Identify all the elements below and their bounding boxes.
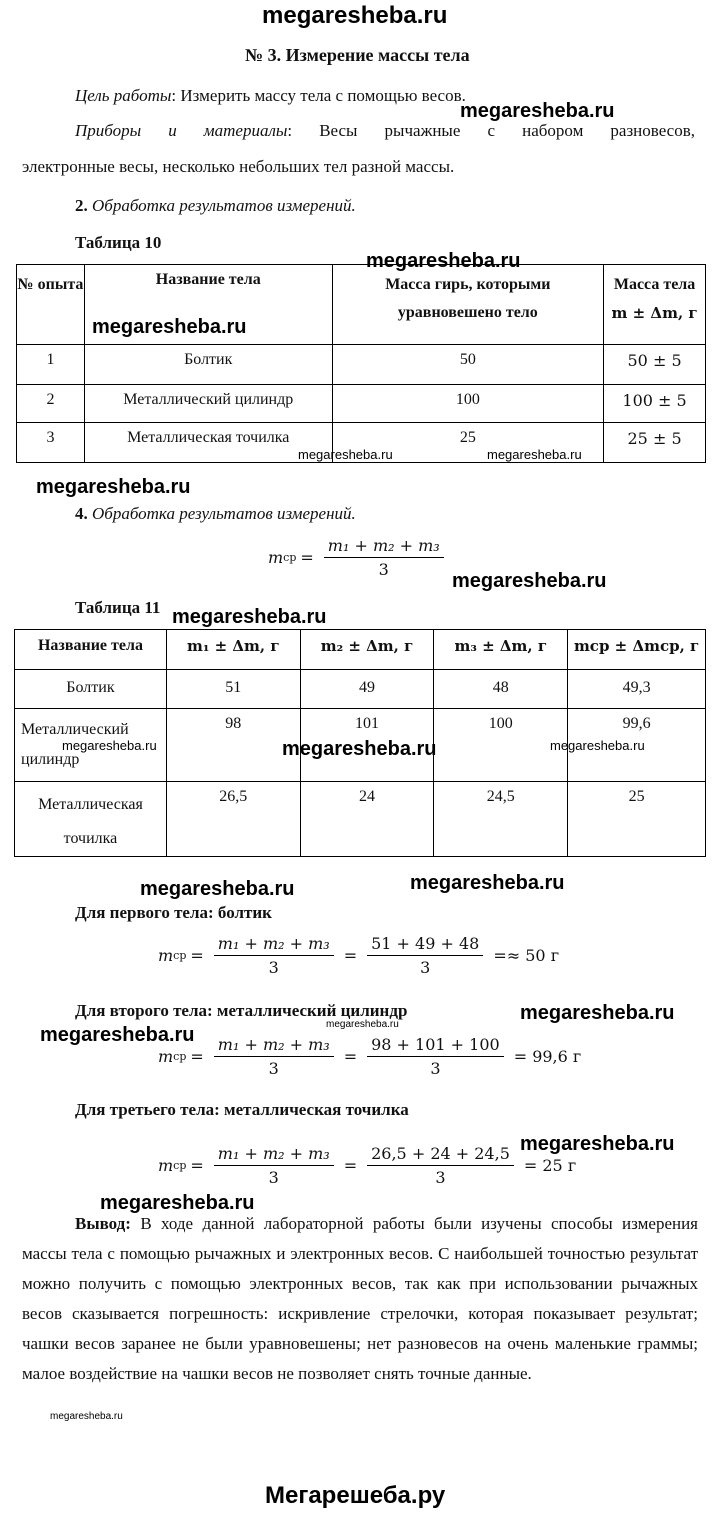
- table-row: [17, 345, 706, 385]
- cell-m1: 26,5: [166, 782, 300, 857]
- cell-name: Металлический цилиндр: [15, 709, 167, 782]
- table11-title: Таблица 11: [75, 598, 161, 617]
- formula-num: m₁ + m₂ + m₃: [214, 934, 334, 956]
- formula-result: = 25 г: [523, 1156, 577, 1175]
- cell-n: 2: [17, 385, 85, 423]
- section4-label: Обработка результатов измерений.: [92, 504, 356, 523]
- watermark: megaresheba.ru: [36, 476, 191, 498]
- col-number: № опыта: [17, 265, 85, 345]
- col-name: Название тела: [84, 265, 332, 345]
- watermark: megaresheba.ru: [282, 738, 437, 760]
- watermark: megaresheba.ru: [100, 1192, 255, 1214]
- calc-2-title: Для второго тела: металлический цилиндр: [75, 1001, 408, 1020]
- watermark: megaresheba.ru: [487, 447, 582, 462]
- formula-sub: ср: [173, 949, 187, 962]
- watermark: megaresheba.ru: [50, 1411, 123, 1422]
- cell-mass: 25: [332, 423, 604, 463]
- cell-result: 50 ± 5: [604, 345, 706, 385]
- watermark: megaresheba.ru: [520, 1133, 675, 1155]
- calc-1-title: Для первого тела: болтик: [75, 903, 272, 922]
- cell-m3: 24,5: [434, 782, 568, 857]
- footer-watermark: Мегарешеба.ру: [265, 1482, 446, 1509]
- section4-heading: [75, 504, 356, 524]
- col-mass: [604, 265, 706, 345]
- watermark: megaresheba.ru: [62, 738, 157, 753]
- formula-num-values: 51 + 49 + 48: [367, 934, 483, 956]
- formula-lhs: m: [158, 946, 174, 965]
- cell-name: Металлический цилиндр: [84, 385, 332, 423]
- formula-sub: ср: [283, 551, 297, 564]
- conclusion-text: В ходе данной лабораторной работы были изучены способы измерения массы тела с помощью рычажных и электронных весов. С наибольшей точностью результат можно получить с помощью электронных весов, так как при использовании рычажных весов сказывается погрешность: искривление стрелочки, которая показывает результат; чашки весов заранее не были уравновешены; нет разновесов на очень маленькие граммы; малое воздействие на чашки весов не позволяет снять точные данные.: [22, 1214, 698, 1383]
- page-title: № 3. Измерение массы тела: [245, 45, 470, 65]
- watermark: megaresheba.ru: [326, 1019, 399, 1030]
- col-mean: mср ± Δmср, г: [568, 630, 706, 670]
- cell-m3: 100: [434, 709, 568, 782]
- formula-lhs: m: [268, 548, 284, 567]
- section2-heading: [75, 196, 356, 216]
- cell-mean: 25: [568, 782, 706, 857]
- formula-lhs: m: [158, 1156, 174, 1175]
- formula-den: 3: [378, 560, 389, 579]
- formula-sub: ср: [173, 1159, 187, 1172]
- cell-m1: 51: [166, 670, 300, 709]
- watermark: megaresheba.ru: [452, 570, 607, 592]
- header-watermark: megaresheba.ru: [262, 2, 448, 29]
- watermark: megaresheba.ru: [92, 316, 247, 338]
- formula-den: 3: [268, 1168, 279, 1187]
- cell-mass: 50: [332, 345, 604, 385]
- calc-2-formula: m ср = $\frac{\text{m₁ + m₂ + m₃}}{3}$ = $\frac{98 + 101 + 100}{3}$ = 99,6 г: [158, 1035, 582, 1078]
- col-mass-label: Масса тела: [613, 276, 696, 293]
- watermark: megaresheba.ru: [550, 738, 645, 753]
- col-m3: m₃ ± Δm, г: [434, 630, 568, 670]
- watermark: megaresheba.ru: [366, 250, 521, 272]
- materials-line-2: электронные весы, несколько небольших тел разной массы.: [22, 157, 455, 176]
- mean-formula: m ср = $\frac{\text{m₁ + m₂ + m₃}}{3}$: [268, 536, 450, 579]
- cell-result: 100 ± 5: [604, 385, 706, 423]
- goal-label: Цель работы: [75, 86, 172, 105]
- cell-n: 3: [17, 423, 85, 463]
- cell-mean: 49,3: [568, 670, 706, 709]
- col-weights: Масса гирь, которыми уравновешено тело: [332, 265, 604, 345]
- formula-den-values: 3: [430, 1059, 441, 1078]
- watermark: megaresheba.ru: [410, 872, 565, 894]
- table-header-row: [15, 630, 706, 670]
- calc-3-formula: m ср = $\frac{\text{m₁ + m₂ + m₃}}{3}$ = $\frac{26,5 + 24 + 24,5}{3}$ = 25 г: [158, 1144, 577, 1187]
- cell-m2: 24: [300, 782, 434, 857]
- formula-sub: ср: [173, 1050, 187, 1063]
- table-row: [17, 385, 706, 423]
- formula-den-values: 3: [420, 958, 431, 977]
- formula-result: =≈ 50 г: [493, 946, 560, 965]
- cell-name: Металлическая точилка: [84, 423, 332, 463]
- col-name: Название тела: [15, 630, 167, 670]
- formula-result: = 99,6 г: [513, 1047, 582, 1066]
- formula-num-values: 26,5 + 24 + 24,5: [367, 1144, 514, 1166]
- materials-text: : Весы рычажные с набором разновесов,: [287, 121, 695, 140]
- formula-den-values: 3: [435, 1168, 446, 1187]
- watermark: megaresheba.ru: [40, 1024, 195, 1046]
- goal-text: : Измерить массу тела с помощью весов.: [171, 86, 466, 105]
- col-m1: m₁ ± Δm, г: [166, 630, 300, 670]
- formula-lhs: m: [158, 1047, 174, 1066]
- cell-m2: 101: [300, 709, 434, 782]
- formula-num-values: 98 + 101 + 100: [367, 1035, 504, 1057]
- conclusion-label: Вывод:: [75, 1214, 131, 1233]
- goal-line: [75, 86, 466, 106]
- calc-3-title: Для третьего тела: металлическая точилка: [75, 1100, 409, 1119]
- cell-m3: 48: [434, 670, 568, 709]
- cell-result: 25 ± 5: [604, 423, 706, 463]
- calc-1-formula: m ср = $\frac{\text{m₁ + m₂ + m₃}}{3}$ = $\frac{51 + 49 + 48}{3}$ =≈ 50 г: [158, 934, 560, 977]
- watermark: megaresheba.ru: [298, 447, 393, 462]
- col-mass-formula: m ± Δm, г: [611, 304, 698, 322]
- formula-den: 3: [268, 958, 279, 977]
- section4-num: 4.: [75, 504, 88, 523]
- cell-mass: 100: [332, 385, 604, 423]
- formula-den: 3: [268, 1059, 279, 1078]
- col-m2: m₂ ± Δm, г: [300, 630, 434, 670]
- cell-mean: 99,6: [568, 709, 706, 782]
- cell-name: Болтик: [15, 670, 167, 709]
- table-10: [16, 264, 706, 463]
- cell-name: Металлическая точилка: [15, 782, 167, 857]
- watermark: megaresheba.ru: [140, 878, 295, 900]
- formula-num: m₁ + m₂ + m₃: [324, 536, 444, 558]
- table-row: [15, 782, 706, 857]
- cell-m2: 49: [300, 670, 434, 709]
- conclusion: [22, 1209, 698, 1389]
- materials-label: Приборы и материалы: [75, 121, 288, 140]
- table-row: [15, 670, 706, 709]
- materials-line: [75, 121, 695, 141]
- table10-title: Таблица 10: [75, 233, 162, 252]
- cell-m1: 98: [166, 709, 300, 782]
- watermark: megaresheba.ru: [460, 100, 615, 122]
- cell-name: Болтик: [84, 345, 332, 385]
- cell-n: 1: [17, 345, 85, 385]
- formula-num: m₁ + m₂ + m₃: [214, 1035, 334, 1057]
- section2-label: Обработка результатов измерений.: [92, 196, 356, 215]
- section2-num: 2.: [75, 196, 88, 215]
- watermark: megaresheba.ru: [520, 1002, 675, 1024]
- formula-num: m₁ + m₂ + m₃: [214, 1144, 334, 1166]
- watermark: megaresheba.ru: [172, 606, 327, 628]
